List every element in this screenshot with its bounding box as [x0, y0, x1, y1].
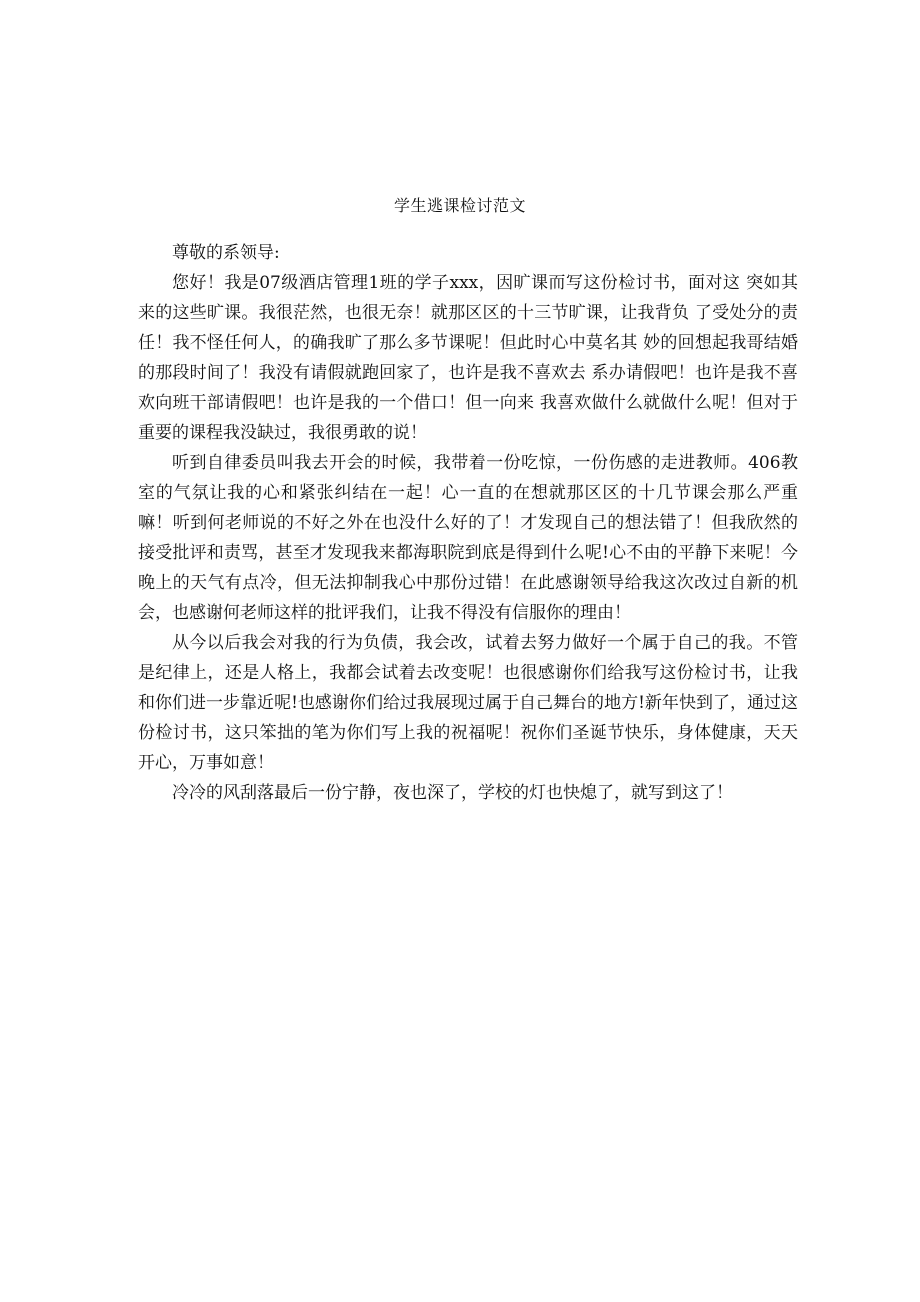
paragraph-1: 您好！我是07级酒店管理1班的学子xxx，因旷课而写这份检讨书，面对这 突如其来的这些旷课。我很茫然，也很无奈！就那区区的十三节旷课，让我背负 了受处分的责任！我不怪任何人，的确我旷了那么多节课呢！但此时心中莫名其 妙的回想起我哥结婚的那段时间了！我没有请假就跑回家了，也许是我不喜欢去 系办请假吧！也许是我不喜欢向班干部请假吧！也许是我的一个借口！但一向来 我喜欢做什么就做什么呢！但对于重要的课程我没缺过，我很勇敢的说！	[138, 273, 798, 443]
salutation: 尊敬的系领导:	[172, 243, 280, 263]
paragraph-4: 冷冷的风刮落最后一份宁静，夜也深了，学校的灯也快熄了，就写到这了！	[172, 783, 733, 803]
paragraph-3: 从今以后我会对我的行为负债，我会改，试着去努力做好一个属于自己的我。不管是纪律上，还是人格上，我都会试着去改变呢！也很感谢你们给我写这份检讨书，让我和你们进一步靠近呢!也感谢你们给过我展现过属于自己舞台的地方!新年快到了，通过这份检讨书，这只笨拙的笔为你们写上我的祝福呢！祝你们圣诞节快乐，身体健康，天天开心，万事如意！	[138, 633, 798, 773]
document-body	[138, 238, 798, 808]
document-title: 学生逃课检讨范文	[393, 196, 526, 215]
paragraph-2: 听到自律委员叫我去开会的时候，我带着一份吃惊，一份伤感的走进教师。406教室的气氛让我的心和紧张纠结在一起！心一直的在想就那区区的十几节课会那么严重嘛！听到何老师说的不好之外在也没什么好的了！才发现自己的想法错了！但我欣然的接受批评和责骂，甚至才发现我来都海职院到底是得到什么呢!心不由的平静下来呢！今晚上的天气有点冷，但无法抑制我心中那份过错！在此感谢领导给我这次改过自新的机会，也感谢何老师这样的批评我们，让我不得没有信服你的理由！	[138, 453, 798, 623]
